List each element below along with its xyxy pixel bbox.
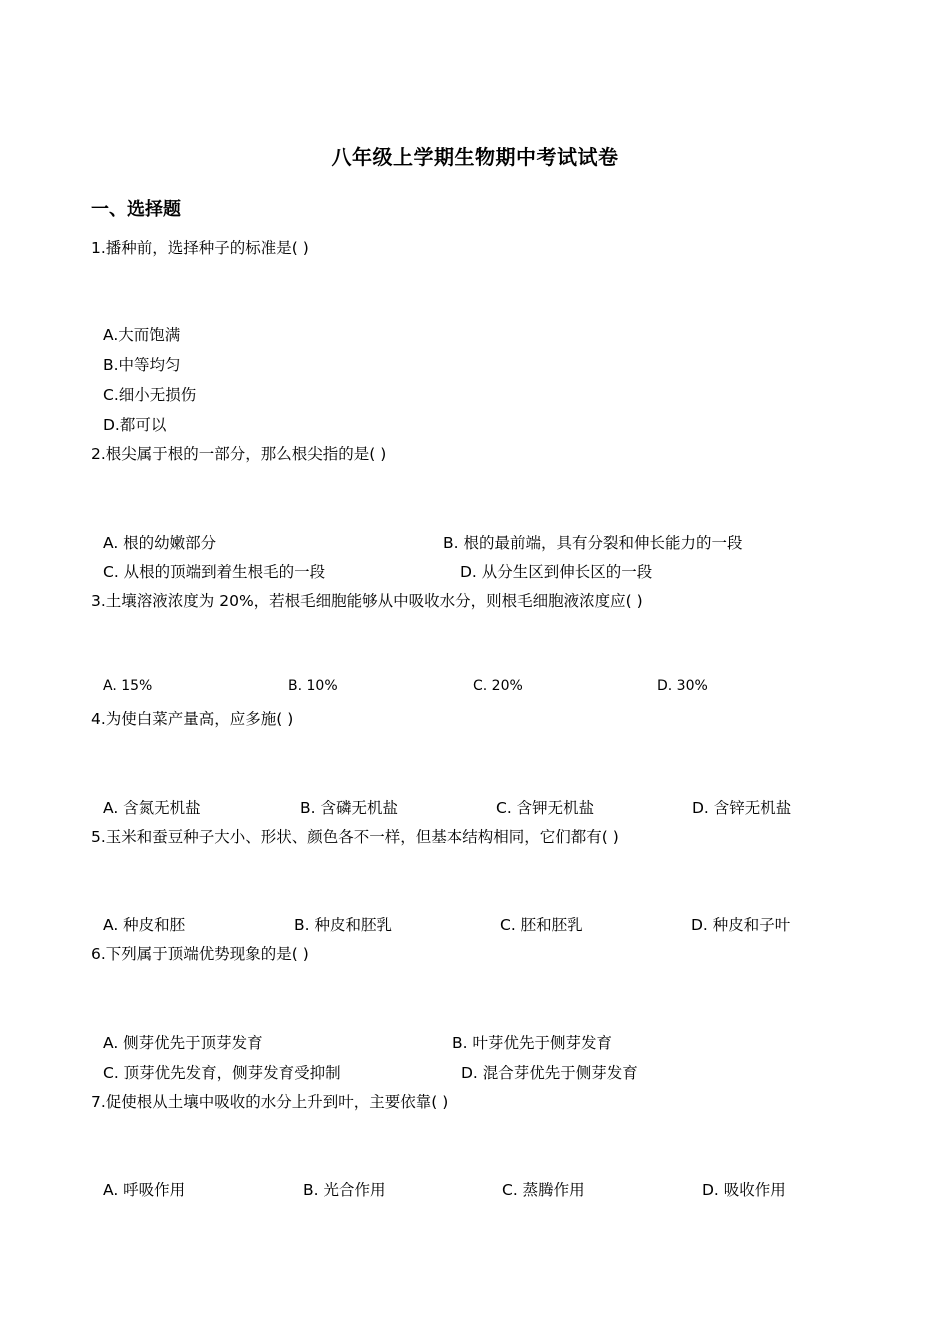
question-3-option-d: D. 30%	[657, 678, 708, 694]
question-1-option-d: D.都可以	[103, 416, 167, 434]
question-4-option-a: A. 含氮无机盐	[103, 799, 201, 817]
question-4-option-b: B. 含磷无机盐	[300, 799, 398, 817]
question-2-option-d: D. 从分生区到伸长区的一段	[460, 563, 653, 581]
question-2-option-b: B. 根的最前端，具有分裂和伸长能力的一段	[443, 534, 743, 552]
question-1-option-a: A.大而饱满	[103, 326, 181, 344]
question-4-stem: 4.为使白菜产量高，应多施( )	[91, 710, 294, 728]
question-7-option-d: D. 吸收作用	[702, 1181, 786, 1199]
question-2-option-c: C. 从根的顶端到着生根毛的一段	[103, 563, 326, 581]
question-1-option-b: B.中等均匀	[103, 356, 181, 374]
question-6-option-d: D. 混合芽优先于侧芽发育	[461, 1064, 638, 1082]
question-1-stem: 1.播种前，选择种子的标准是( )	[91, 239, 309, 257]
question-4-option-c: C. 含钾无机盐	[496, 799, 595, 817]
question-6-stem: 6.下列属于顶端优势现象的是( )	[91, 945, 309, 963]
question-3-option-b: B. 10%	[288, 678, 338, 694]
question-3-option-a: A. 15%	[103, 678, 153, 694]
question-5-option-d: D. 种皮和子叶	[691, 916, 791, 934]
question-5-option-c: C. 胚和胚乳	[500, 916, 583, 934]
page-title: 八年级上学期生物期中考试试卷	[331, 145, 619, 169]
question-6-option-b: B. 叶芽优先于侧芽发育	[452, 1034, 612, 1052]
question-7-option-a: A. 呼吸作用	[103, 1181, 186, 1199]
question-1-option-c: C.细小无损伤	[103, 386, 197, 404]
question-6-option-c: C. 顶芽优先发育，侧芽发育受抑制	[103, 1064, 341, 1082]
question-2-option-a: A. 根的幼嫩部分	[103, 534, 217, 552]
question-3-option-c: C. 20%	[473, 678, 523, 694]
section-heading: 一、选择题	[91, 199, 181, 220]
question-7-option-b: B. 光合作用	[303, 1181, 386, 1199]
question-4-option-d: D. 含锌无机盐	[692, 799, 792, 817]
question-2-stem: 2.根尖属于根的一部分，那么根尖指的是( )	[91, 445, 387, 463]
question-3-stem: 3.土壤溶液浓度为 20%，若根毛细胞能够从中吸收水分，则根毛细胞液浓度应( )	[91, 592, 643, 610]
question-7-option-c: C. 蒸腾作用	[502, 1181, 585, 1199]
question-7-stem: 7.促使根从土壤中吸收的水分上升到叶，主要依靠( )	[91, 1093, 449, 1111]
question-6-option-a: A. 侧芽优先于顶芽发育	[103, 1034, 263, 1052]
question-5-option-b: B. 种皮和胚乳	[294, 916, 392, 934]
question-5-option-a: A. 种皮和胚	[103, 916, 186, 934]
question-5-stem: 5.玉米和蚕豆种子大小、形状、颜色各不一样，但基本结构相同，它们都有( )	[91, 828, 619, 846]
